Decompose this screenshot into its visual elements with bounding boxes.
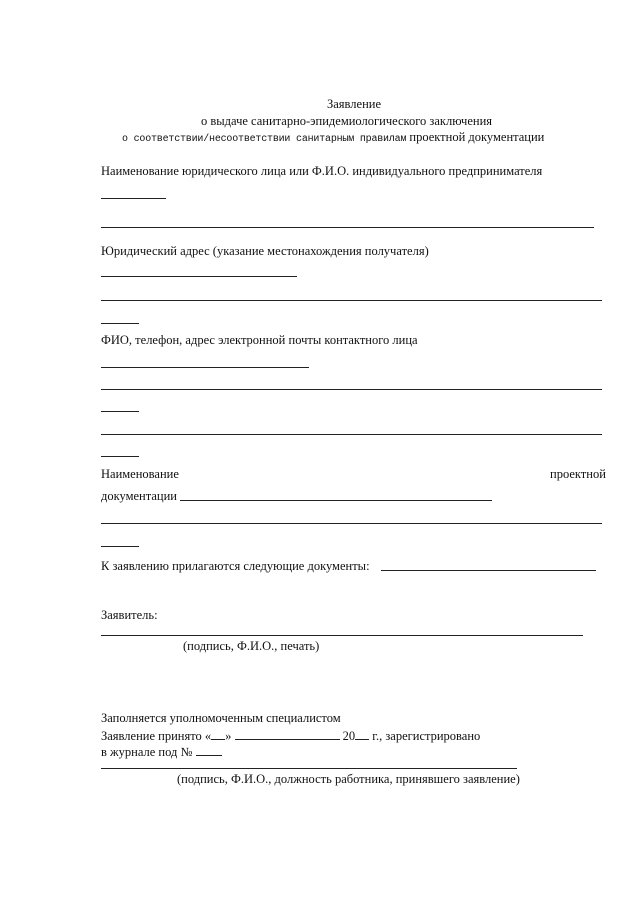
address-label: Юридический адрес (указание местонахождения получателя)	[101, 244, 429, 258]
contact-line-4[interactable]	[101, 434, 602, 435]
address-line-3[interactable]	[101, 323, 139, 324]
contact-label: ФИО, телефон, адрес электронной почты контактного лица	[101, 333, 418, 347]
attachments-label: К заявлению прилагаются следующие документы:	[101, 559, 370, 573]
journal-line	[101, 744, 222, 759]
entity-name-line-2[interactable]	[101, 227, 594, 228]
contact-line-3[interactable]	[101, 411, 139, 412]
applicant-caption: (подпись, Ф.И.О., печать)	[183, 639, 320, 653]
contact-line-1[interactable]	[101, 367, 309, 368]
accepted-year-prefix: 20	[342, 729, 356, 743]
address-line-2[interactable]	[101, 300, 602, 301]
accepted-line	[101, 728, 480, 743]
journal-number-field[interactable]	[196, 744, 222, 756]
attachments-line[interactable]	[381, 570, 596, 571]
document-subtitle: о выдаче санитарно-эпидемиологического заключения	[201, 114, 493, 128]
project-name-line-1[interactable]	[180, 500, 492, 501]
project-name-label: Наименование	[101, 467, 179, 481]
contact-line-5[interactable]	[101, 456, 139, 457]
accepted-day-field[interactable]	[211, 728, 225, 740]
accepted-month-field[interactable]	[235, 728, 340, 740]
specialist-caption: (подпись, Ф.И.О., должность работника, принявшего заявление)	[177, 772, 520, 786]
project-name-line-2[interactable]	[101, 523, 602, 524]
entity-name-line-1[interactable]	[101, 198, 166, 199]
subject-prefix: о соответствии/несоответствии санитарным правилам	[122, 134, 407, 145]
accepted-suffix: г., зарегистрировано	[372, 729, 481, 743]
document-subject	[122, 131, 544, 145]
journal-label: в журнале под №	[101, 745, 193, 759]
project-name-label-cont: документации	[101, 489, 177, 503]
document-title: Заявление	[327, 97, 382, 111]
address-line-1[interactable]	[101, 276, 297, 277]
subject-suffix: проектной документации	[409, 130, 545, 144]
project-name-line-3[interactable]	[101, 546, 139, 547]
accepted-quote-close: »	[225, 729, 232, 743]
accepted-prefix: Заявление принято «	[101, 729, 212, 743]
accepted-year-field[interactable]	[355, 728, 369, 740]
specialist-heading: Заполняется уполномоченным специалистом	[101, 711, 341, 725]
entity-name-label: Наименование юридического лица или Ф.И.О. индивидуального предпринимателя	[101, 164, 543, 178]
project-name-label-right: проектной	[550, 467, 606, 481]
applicant-label: Заявитель:	[101, 608, 158, 622]
applicant-signature-line[interactable]	[101, 635, 583, 636]
contact-line-2[interactable]	[101, 389, 602, 390]
specialist-signature-line[interactable]	[101, 768, 517, 769]
